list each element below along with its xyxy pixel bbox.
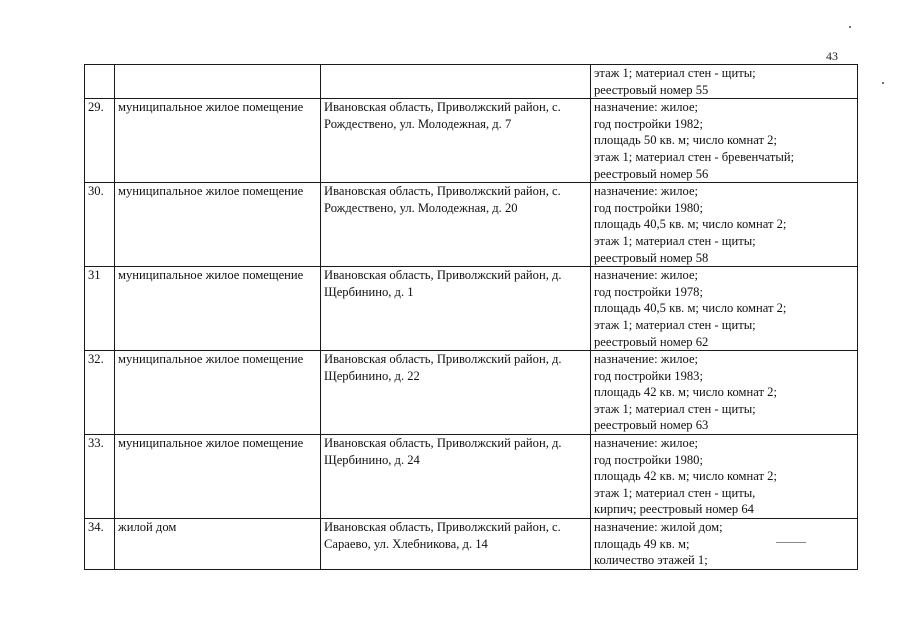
characteristic-line: год постройки 1983;	[594, 368, 703, 383]
property-name: муниципальное жилое помещение	[115, 183, 321, 267]
characteristic-line: площадь 42 кв. м; число комнат 2;	[594, 385, 777, 400]
scan-speck	[849, 26, 851, 28]
property-characteristics	[591, 65, 858, 99]
property-registry-table	[84, 64, 858, 570]
characteristic-line: реестровый номер 63	[594, 418, 709, 433]
table-row	[85, 99, 858, 183]
characteristic-line: этаж 1; материал стен - щиты;	[594, 317, 756, 332]
scan-speck	[882, 82, 884, 84]
property-characteristics	[591, 183, 858, 267]
property-address: Ивановская область, Приволжский район, д. Щербинино, д. 1	[321, 267, 591, 351]
table-row	[85, 65, 858, 99]
property-characteristics	[591, 435, 858, 519]
characteristic-line: реестровый номер 55	[594, 82, 709, 97]
characteristic-line: количество этажей 1;	[594, 553, 708, 568]
table-row	[85, 351, 858, 435]
property-address: Ивановская область, Приволжский район, с. Рождествено, ул. Молодежная, д. 20	[321, 183, 591, 267]
characteristic-line: реестровый номер 56	[594, 166, 709, 181]
characteristic-line: год постройки 1980;	[594, 452, 703, 467]
characteristic-line: назначение: жилое;	[594, 100, 699, 115]
property-address	[321, 65, 591, 99]
property-characteristics	[591, 351, 858, 435]
property-name: муниципальное жилое помещение	[115, 267, 321, 351]
property-name: муниципальное жилое помещение	[115, 99, 321, 183]
property-address: Ивановская область, Приволжский район, д. Щербинино, д. 24	[321, 435, 591, 519]
characteristic-line: назначение: жилое;	[594, 268, 699, 283]
property-name: жилой дом	[115, 519, 321, 570]
characteristic-line: назначение: жилой дом;	[594, 520, 723, 535]
scan-dash-mark	[776, 542, 806, 543]
row-number: 32.	[85, 351, 115, 435]
characteristic-line: площадь 49 кв. м;	[594, 536, 690, 551]
property-name: муниципальное жилое помещение	[115, 435, 321, 519]
property-address: Ивановская область, Приволжский район, с. Рождествено, ул. Молодежная, д. 7	[321, 99, 591, 183]
property-name	[115, 65, 321, 99]
property-characteristics	[591, 99, 858, 183]
characteristic-line: этаж 1; материал стен - щиты;	[594, 401, 756, 416]
row-number: 31	[85, 267, 115, 351]
row-number: 34.	[85, 519, 115, 570]
characteristic-line: назначение: жилое;	[594, 184, 699, 199]
characteristic-line: площадь 40,5 кв. м; число комнат 2;	[594, 301, 787, 316]
row-number: 29.	[85, 99, 115, 183]
characteristic-line: площадь 40,5 кв. м; число комнат 2;	[594, 217, 787, 232]
property-address: Ивановская область, Приволжский район, д. Щербинино, д. 22	[321, 351, 591, 435]
property-characteristics	[591, 519, 858, 570]
characteristic-line: год постройки 1980;	[594, 200, 703, 215]
characteristic-line: этаж 1; материал стен - щиты,	[594, 485, 756, 500]
characteristic-line: площадь 50 кв. м; число комнат 2;	[594, 133, 777, 148]
table-row	[85, 183, 858, 267]
characteristic-line: год постройки 1982;	[594, 116, 703, 131]
property-address: Ивановская область, Приволжский район, с. Сараево, ул. Хлебникова, д. 14	[321, 519, 591, 570]
characteristic-line: кирпич; реестровый номер 64	[594, 502, 754, 517]
row-number	[85, 65, 115, 99]
page-number: 43	[826, 49, 838, 63]
characteristic-line: этаж 1; материал стен - щиты;	[594, 66, 756, 80]
table-row	[85, 435, 858, 519]
characteristic-line: год постройки 1978;	[594, 284, 703, 299]
row-number: 33.	[85, 435, 115, 519]
characteristic-line: этаж 1; материал стен - бревенчатый;	[594, 149, 795, 164]
property-characteristics	[591, 267, 858, 351]
characteristic-line: реестровый номер 58	[594, 250, 709, 265]
table-row	[85, 267, 858, 351]
table-row	[85, 519, 858, 570]
characteristic-line: назначение: жилое;	[594, 352, 699, 367]
row-number: 30.	[85, 183, 115, 267]
property-name: муниципальное жилое помещение	[115, 351, 321, 435]
table-body	[85, 65, 858, 570]
characteristic-line: реестровый номер 62	[594, 334, 709, 349]
characteristic-line: назначение: жилое;	[594, 436, 699, 451]
characteristic-line: этаж 1; материал стен - щиты;	[594, 233, 756, 248]
characteristic-line: площадь 42 кв. м; число комнат 2;	[594, 469, 777, 484]
